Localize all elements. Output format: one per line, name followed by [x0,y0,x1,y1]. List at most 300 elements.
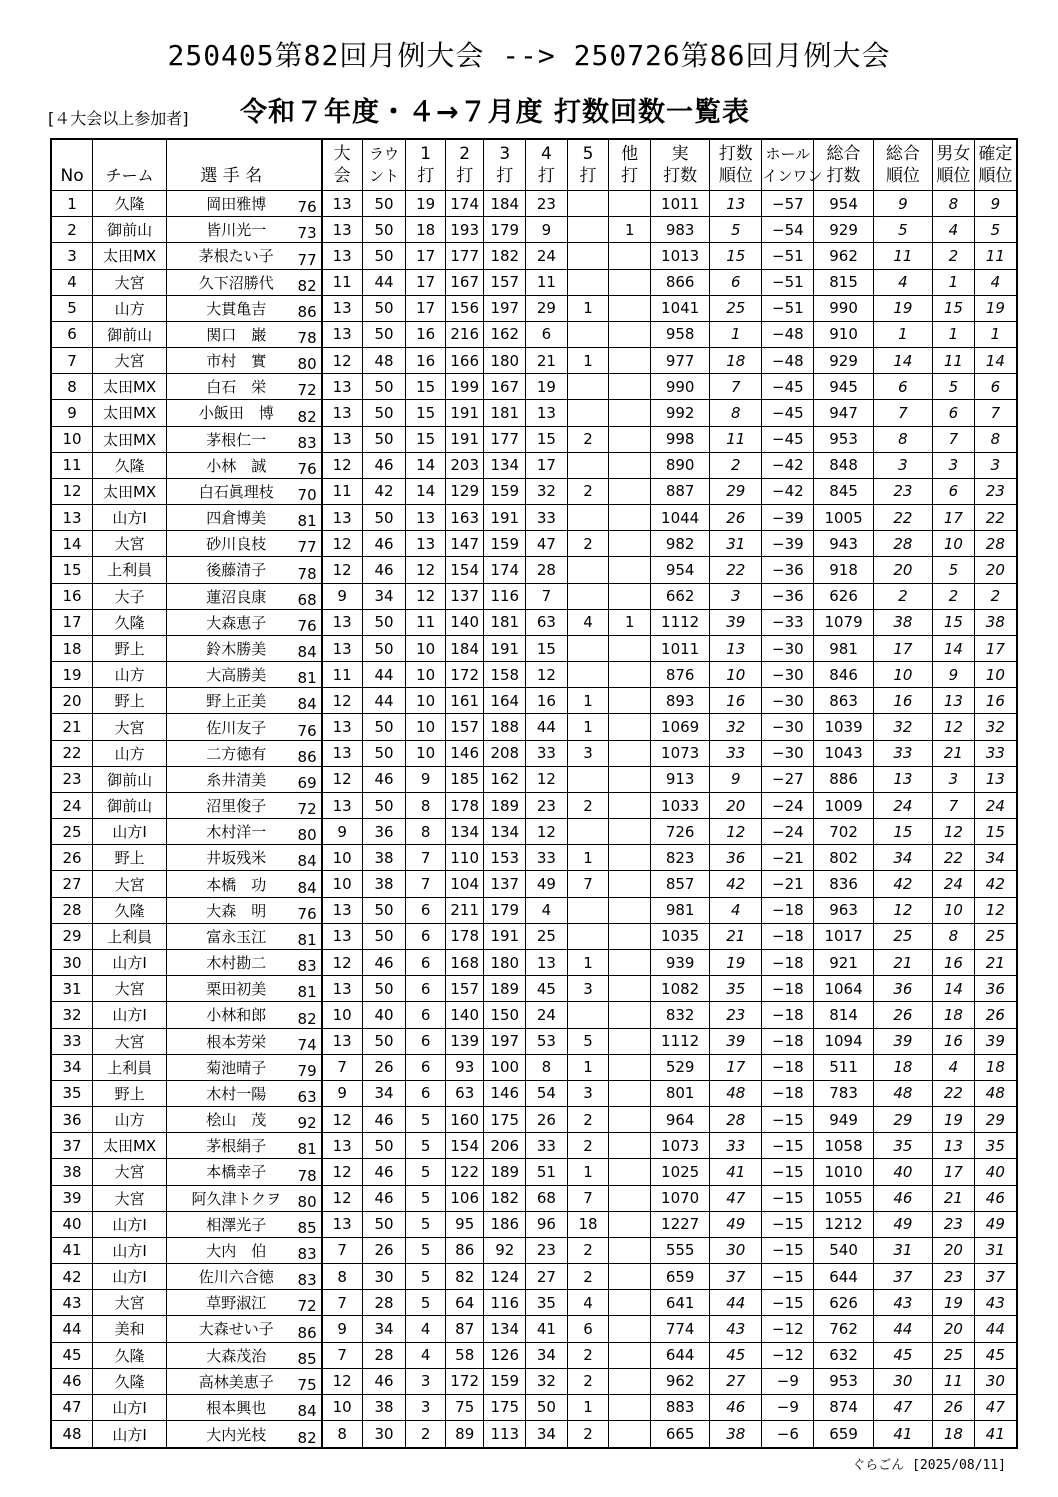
cell-stroke4: 35 [526,1290,568,1316]
cell-hole-in-one: −18 [762,1028,814,1054]
cell-rounds: 50 [362,1133,406,1159]
cell-stroke5: 2 [567,426,609,452]
cell-actual-strokes: 964 [650,1107,709,1133]
cell-gender-rank: 23 [933,1211,975,1237]
cell-stroke-rank: 47 [710,1185,762,1211]
table-row [51,557,1017,583]
cell-stroke4: 7 [526,583,568,609]
cell-gender-rank: 10 [933,531,975,557]
table-row [51,1080,1017,1106]
cell-stroke-rank: 44 [710,1290,762,1316]
cell-no: 44 [51,1316,93,1342]
table-row [51,819,1017,845]
cell-total-rank: 9 [873,191,932,217]
cell-actual-strokes: 1227 [650,1211,709,1237]
cell-no: 43 [51,1290,93,1316]
cell-stroke2: 211 [445,897,484,923]
cell-stroke1: 7 [406,845,446,871]
cell-team: 野上 [93,688,167,714]
cell-final-rank: 8 [974,426,1017,452]
cell-events: 9 [322,583,363,609]
cell-player-name: 高林美恵子 [167,1368,296,1394]
cell-player-name: 栗田初美 [167,976,296,1002]
cell-stroke4: 53 [526,1028,568,1054]
cell-other [609,1237,651,1263]
cell-rounds: 36 [362,819,406,845]
cell-stroke3: 137 [484,871,526,897]
cell-gender-rank: 5 [933,557,975,583]
cell-stroke3: 162 [484,766,526,792]
table-row [51,1421,1017,1448]
cell-total-strokes: 945 [814,374,873,400]
cell-total-strokes: 947 [814,400,873,426]
cell-actual-strokes: 954 [650,557,709,583]
cell-stroke1: 15 [406,374,446,400]
cell-rounds: 50 [362,976,406,1002]
cell-total-strokes: 1058 [814,1133,873,1159]
cell-stroke5: 2 [567,1133,609,1159]
cell-stroke4: 13 [526,400,568,426]
cell-no: 22 [51,740,93,766]
header-no: No [51,139,93,191]
cell-other [609,295,651,321]
cell-team: 太田MX [93,1133,167,1159]
cell-other [609,819,651,845]
cell-stroke-rank: 38 [710,1421,762,1448]
cell-actual-strokes: 1069 [650,714,709,740]
header-row [51,139,1017,191]
cell-actual-strokes: 641 [650,1290,709,1316]
cell-actual-strokes: 832 [650,1002,709,1028]
cell-gender-rank: 2 [933,583,975,609]
cell-no: 21 [51,714,93,740]
cell-stroke-rank: 4 [710,897,762,923]
cell-total-rank: 38 [873,609,932,635]
cell-actual-strokes: 1033 [650,792,709,818]
cell-stroke-rank: 39 [710,1028,762,1054]
table-row [51,426,1017,452]
cell-final-rank: 40 [974,1159,1017,1185]
header-stroke4: 4 打 [526,139,568,191]
cell-events: 10 [322,845,363,871]
cell-hole-in-one: −30 [762,662,814,688]
cell-events: 13 [322,191,363,217]
cell-stroke2: 106 [445,1185,484,1211]
cell-total-rank: 23 [873,478,932,504]
cell-rounds: 50 [362,714,406,740]
cell-rounds: 44 [362,269,406,295]
cell-final-rank: 39 [974,1028,1017,1054]
cell-stroke5: 2 [567,1421,609,1448]
cell-team: 久隆 [93,1342,167,1368]
cell-stroke2: 172 [445,662,484,688]
cell-rounds: 46 [362,452,406,478]
cell-other [609,1394,651,1420]
cell-no: 48 [51,1421,93,1448]
cell-rounds: 46 [362,766,406,792]
cell-hole-in-one: −30 [762,635,814,661]
cell-stroke2: 93 [445,1054,484,1080]
cell-rounds: 50 [362,740,406,766]
cell-stroke1: 5 [406,1159,446,1185]
cell-stroke5: 2 [567,1107,609,1133]
cell-events: 13 [322,400,363,426]
cell-events: 12 [322,348,363,374]
cell-other [609,1054,651,1080]
cell-actual-strokes: 981 [650,897,709,923]
cell-total-rank: 16 [873,688,932,714]
cell-stroke4: 26 [526,1107,568,1133]
cell-other [609,478,651,504]
cell-total-strokes: 943 [814,531,873,557]
cell-events: 10 [322,1394,363,1420]
cell-no: 11 [51,452,93,478]
cell-no: 5 [51,295,93,321]
table-row [51,1264,1017,1290]
cell-total-strokes: 846 [814,662,873,688]
cell-actual-strokes: 883 [650,1394,709,1420]
cell-stroke1: 18 [406,217,446,243]
cell-age: 78 [296,321,322,347]
cell-stroke3: 180 [484,949,526,975]
cell-no: 35 [51,1080,93,1106]
cell-player-name: 井坂残米 [167,845,296,871]
cell-stroke2: 167 [445,269,484,295]
cell-age: 82 [296,269,322,295]
cell-stroke2: 86 [445,1237,484,1263]
cell-no: 46 [51,1368,93,1394]
cell-stroke3: 92 [484,1237,526,1263]
cell-gender-rank: 3 [933,766,975,792]
header-total-rank: 総合 順位 [873,139,932,191]
cell-events: 13 [322,505,363,531]
cell-no: 13 [51,505,93,531]
cell-team: 山方Ⅰ [93,1237,167,1263]
cell-total-rank: 11 [873,243,932,269]
cell-hole-in-one: −15 [762,1185,814,1211]
cell-stroke4: 17 [526,452,568,478]
cell-gender-rank: 17 [933,1159,975,1185]
cell-age: 76 [296,714,322,740]
cell-rounds: 44 [362,688,406,714]
cell-events: 8 [322,1421,363,1448]
cell-player-name: 白石 栄 [167,374,296,400]
cell-team: 山方Ⅰ [93,505,167,531]
table-row [51,1211,1017,1237]
table-row [51,766,1017,792]
cell-total-strokes: 921 [814,949,873,975]
cell-hole-in-one: −15 [762,1159,814,1185]
cell-stroke1: 3 [406,1394,446,1420]
cell-no: 32 [51,1002,93,1028]
cell-team: 太田MX [93,426,167,452]
cell-stroke-rank: 19 [710,949,762,975]
cell-gender-rank: 15 [933,295,975,321]
cell-rounds: 26 [362,1054,406,1080]
cell-other [609,1028,651,1054]
footer-credit: ぐらごん [2025/08/11] [852,1458,1006,1473]
cell-team: 大子 [93,583,167,609]
table-row [51,688,1017,714]
cell-player-name: 皆川光一 [167,217,296,243]
cell-rounds: 46 [362,531,406,557]
cell-stroke1: 19 [406,191,446,217]
cell-stroke5 [567,269,609,295]
cell-events: 12 [322,452,363,478]
cell-actual-strokes: 644 [650,1342,709,1368]
cell-total-rank: 8 [873,426,932,452]
cell-final-rank: 34 [974,845,1017,871]
cell-stroke2: 156 [445,295,484,321]
cell-gender-rank: 17 [933,505,975,531]
cell-age: 82 [296,400,322,426]
table-heading: 令和７年度・４→７月度 打数回数一覧表 [240,97,751,128]
cell-total-rank: 49 [873,1211,932,1237]
cell-stroke3: 164 [484,688,526,714]
cell-actual-strokes: 529 [650,1054,709,1080]
cell-events: 13 [322,295,363,321]
cell-stroke-rank: 27 [710,1368,762,1394]
cell-other [609,923,651,949]
cell-stroke1: 10 [406,635,446,661]
cell-stroke3: 175 [484,1107,526,1133]
cell-actual-strokes: 1041 [650,295,709,321]
cell-stroke1: 17 [406,269,446,295]
cell-other [609,400,651,426]
cell-actual-strokes: 555 [650,1237,709,1263]
cell-team: 山方Ⅰ [93,1394,167,1420]
cell-actual-strokes: 992 [650,400,709,426]
cell-stroke3: 182 [484,243,526,269]
cell-total-strokes: 1064 [814,976,873,1002]
cell-final-rank: 3 [974,452,1017,478]
cell-stroke1: 16 [406,348,446,374]
cell-gender-rank: 1 [933,321,975,347]
cell-gender-rank: 8 [933,923,975,949]
cell-final-rank: 20 [974,557,1017,583]
cell-stroke-rank: 11 [710,426,762,452]
cell-actual-strokes: 1070 [650,1185,709,1211]
cell-stroke-rank: 42 [710,871,762,897]
cell-total-rank: 36 [873,976,932,1002]
cell-hole-in-one: −45 [762,374,814,400]
cell-rounds: 30 [362,1264,406,1290]
cell-final-rank: 13 [974,766,1017,792]
header-stroke-rank: 打数 順位 [710,139,762,191]
cell-player-name: 大森恵子 [167,609,296,635]
cell-stroke1: 10 [406,688,446,714]
cell-events: 13 [322,609,363,635]
cell-actual-strokes: 962 [650,1368,709,1394]
cell-final-rank: 21 [974,949,1017,975]
cell-stroke3: 188 [484,714,526,740]
cell-player-name: 野上正美 [167,688,296,714]
cell-stroke2: 134 [445,819,484,845]
cell-stroke5: 1 [567,1054,609,1080]
cell-rounds: 28 [362,1342,406,1368]
cell-stroke1: 12 [406,583,446,609]
cell-total-rank: 12 [873,897,932,923]
cell-stroke3: 180 [484,348,526,374]
cell-stroke2: 216 [445,321,484,347]
cell-total-strokes: 644 [814,1264,873,1290]
cell-team: 野上 [93,1080,167,1106]
table-row [51,1316,1017,1342]
cell-team: 山方Ⅰ [93,1211,167,1237]
cell-actual-strokes: 1112 [650,1028,709,1054]
cell-hole-in-one: −39 [762,531,814,557]
cell-player-name: 砂川良枝 [167,531,296,557]
cell-total-strokes: 632 [814,1342,873,1368]
cell-stroke3: 146 [484,1080,526,1106]
table-row [51,583,1017,609]
table-row [51,740,1017,766]
cell-stroke5 [567,505,609,531]
table-row [51,478,1017,504]
cell-stroke-rank: 7 [710,374,762,400]
cell-stroke-rank: 33 [710,740,762,766]
cell-team: 御前山 [93,321,167,347]
cell-stroke5: 2 [567,1237,609,1263]
cell-hole-in-one: −51 [762,243,814,269]
cell-total-rank: 40 [873,1159,932,1185]
cell-hole-in-one: −15 [762,1211,814,1237]
cell-stroke5: 6 [567,1316,609,1342]
cell-other [609,688,651,714]
cell-total-strokes: 802 [814,845,873,871]
table-row [51,662,1017,688]
table-row [51,400,1017,426]
cell-stroke3: 159 [484,478,526,504]
cell-age: 85 [296,1211,322,1237]
cell-stroke5 [567,897,609,923]
cell-no: 20 [51,688,93,714]
cell-stroke1: 2 [406,1421,446,1448]
cell-total-rank: 20 [873,557,932,583]
cell-team: 山方 [93,662,167,688]
cell-events: 10 [322,1002,363,1028]
cell-stroke2: 154 [445,557,484,583]
cell-stroke5: 3 [567,740,609,766]
cell-age: 76 [296,609,322,635]
cell-stroke4: 33 [526,740,568,766]
cell-stroke2: 178 [445,923,484,949]
cell-events: 12 [322,1159,363,1185]
cell-other [609,1290,651,1316]
cell-stroke-rank: 43 [710,1316,762,1342]
cell-other [609,897,651,923]
cell-stroke-rank: 30 [710,1237,762,1263]
cell-total-rank: 5 [873,217,932,243]
cell-hole-in-one: −9 [762,1368,814,1394]
cell-hole-in-one: −39 [762,505,814,531]
cell-other [609,1133,651,1159]
cell-no: 9 [51,400,93,426]
cell-team: 大宮 [93,1159,167,1185]
cell-final-rank: 2 [974,583,1017,609]
cell-stroke5: 2 [567,792,609,818]
cell-total-rank: 18 [873,1054,932,1080]
table-row [51,897,1017,923]
cell-age: 80 [296,348,322,374]
cell-stroke1: 15 [406,426,446,452]
cell-no: 36 [51,1107,93,1133]
cell-player-name: 糸井清美 [167,766,296,792]
cell-stroke4: 21 [526,348,568,374]
cell-events: 9 [322,1080,363,1106]
cell-age: 74 [296,1028,322,1054]
cell-no: 38 [51,1159,93,1185]
cell-total-rank: 3 [873,452,932,478]
cell-final-rank: 4 [974,269,1017,295]
cell-final-rank: 28 [974,531,1017,557]
cell-rounds: 50 [362,1211,406,1237]
cell-team: 野上 [93,845,167,871]
cell-gender-rank: 19 [933,1290,975,1316]
cell-gender-rank: 13 [933,688,975,714]
cell-player-name: 大内 伯 [167,1237,296,1263]
cell-stroke3: 167 [484,374,526,400]
header-age [296,139,322,191]
cell-total-strokes: 886 [814,766,873,792]
cell-actual-strokes: 774 [650,1316,709,1342]
cell-total-strokes: 863 [814,688,873,714]
cell-stroke3: 134 [484,1316,526,1342]
cell-stroke4: 8 [526,1054,568,1080]
cell-stroke3: 179 [484,217,526,243]
cell-final-rank: 11 [974,243,1017,269]
cell-hole-in-one: −15 [762,1290,814,1316]
cell-total-strokes: 626 [814,583,873,609]
cell-stroke2: 154 [445,1133,484,1159]
cell-final-rank: 7 [974,400,1017,426]
cell-stroke2: 193 [445,217,484,243]
cell-age: 81 [296,662,322,688]
cell-stroke2: 160 [445,1107,484,1133]
cell-stroke-rank: 3 [710,583,762,609]
cell-stroke1: 7 [406,871,446,897]
cell-stroke4: 12 [526,819,568,845]
cell-age: 78 [296,557,322,583]
cell-events: 13 [322,1211,363,1237]
cell-rounds: 34 [362,583,406,609]
cell-player-name: 蓮沼良康 [167,583,296,609]
cell-stroke3: 191 [484,505,526,531]
header-final-rank: 確定 順位 [974,139,1017,191]
cell-actual-strokes: 665 [650,1421,709,1448]
cell-total-rank: 15 [873,819,932,845]
cell-age: 69 [296,766,322,792]
cell-actual-strokes: 913 [650,766,709,792]
cell-total-strokes: 1005 [814,505,873,531]
cell-stroke2: 58 [445,1342,484,1368]
cell-rounds: 50 [362,295,406,321]
cell-stroke-rank: 10 [710,662,762,688]
cell-team: 御前山 [93,792,167,818]
cell-events: 13 [322,897,363,923]
cell-total-rank: 43 [873,1290,932,1316]
cell-gender-rank: 20 [933,1237,975,1263]
cell-stroke2: 199 [445,374,484,400]
cell-stroke1: 6 [406,1054,446,1080]
cell-stroke5: 2 [567,1342,609,1368]
cell-events: 12 [322,1185,363,1211]
cell-gender-rank: 7 [933,426,975,452]
cell-stroke4: 9 [526,217,568,243]
cell-player-name: 茅根仁一 [167,426,296,452]
cell-other [609,949,651,975]
cell-stroke5: 3 [567,976,609,1002]
